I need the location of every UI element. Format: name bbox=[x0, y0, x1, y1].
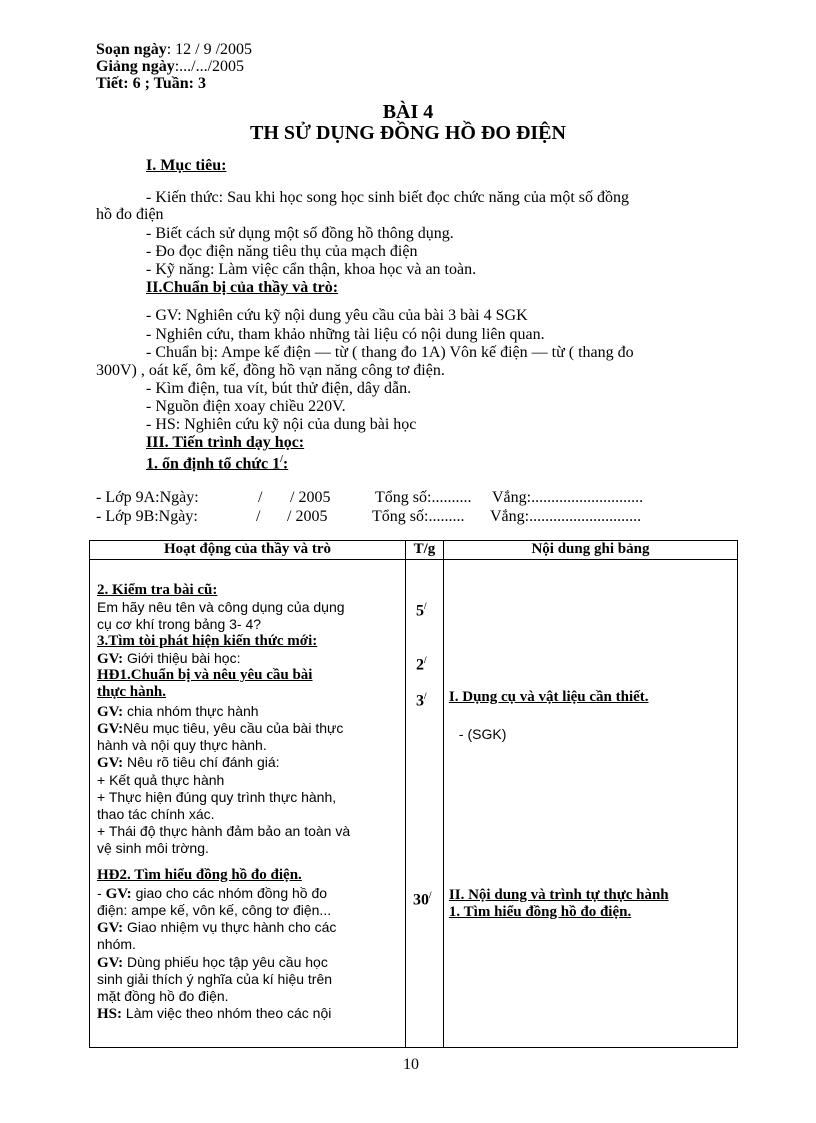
table-header-row bbox=[90, 541, 738, 560]
class-9a-slash: / bbox=[258, 489, 263, 506]
gv-noi-quy: hành và nội quy thực hành. bbox=[97, 737, 267, 753]
sec3-sub bbox=[146, 451, 288, 473]
class-9b-label: - Lớp 9B:Ngày: bbox=[96, 508, 198, 525]
lesson-title: TH SỬ DỤNG ĐỒNG HỒ ĐO ĐIỆN bbox=[250, 122, 566, 144]
giang-label: Giảng ngày bbox=[96, 58, 175, 75]
sec1-line2: - Biết cách sử dụng một số đồng hồ thông dụng. bbox=[146, 225, 454, 242]
class-9b-year: / 2005 bbox=[287, 508, 328, 525]
sec2-line5: - Nguồn điện xoay chiều 220V. bbox=[146, 398, 346, 415]
gv-tieu-chi-text: Nêu rõ tiêu chí đánh giá: bbox=[123, 754, 280, 770]
sec2-line4: - Kìm điện, tua vít, bút thử điện, dây dẫn. bbox=[146, 380, 412, 397]
sec1-heading: I. Mục tiêu: bbox=[146, 157, 227, 174]
time-3-value: 3 bbox=[415, 692, 424, 710]
hd2-line2-text: Giao nhiệm vụ thực hành cho các bbox=[123, 919, 337, 935]
sec1-line1: - Kiến thức: Sau khi học song học sinh biết đọc chức năng của một số đồng bbox=[146, 189, 630, 206]
time-cell bbox=[405, 560, 443, 1048]
content-cell bbox=[443, 560, 737, 1048]
criteria-3a: + Thái độ thực hành đảm bảo an toàn và bbox=[97, 823, 351, 839]
time-3 bbox=[416, 688, 427, 709]
table-body-row bbox=[90, 560, 738, 1048]
time-3-unit: / bbox=[423, 691, 427, 701]
class-9a-vang: Vắng:............................ bbox=[492, 489, 644, 506]
hd2-line1 bbox=[97, 885, 327, 903]
time-2 bbox=[416, 652, 427, 673]
tiet-tuan: Tiết: 6 ; Tuần: 3 bbox=[96, 75, 206, 92]
class-9b-tong: Tổng số:......... bbox=[372, 508, 465, 525]
hd2-line2 bbox=[97, 919, 336, 937]
class-9b-vang: Vắng:............................ bbox=[490, 508, 642, 525]
sec2-line1: - GV: Nghiên cứu kỹ nội dung yêu cầu của bài 3 bài 4 SGK bbox=[146, 307, 528, 324]
gv-chia-text: chia nhóm thực hành bbox=[123, 703, 259, 719]
content-heading-1: I. Dụng cụ và vật liệu cần thiết. bbox=[448, 689, 649, 705]
time-1 bbox=[416, 598, 427, 619]
sec1-line4: - Kỹ năng: Làm việc cẩn thận, khoa học và an toàn. bbox=[146, 261, 477, 278]
time-2-value: 2 bbox=[415, 656, 424, 674]
giang-ngay bbox=[96, 59, 244, 74]
sec3-sub-sup: / bbox=[280, 454, 283, 465]
gv-intro bbox=[97, 650, 240, 668]
gv-muc-tieu bbox=[97, 720, 343, 738]
hs-line-text: Làm việc theo nhóm theo các nội bbox=[122, 1005, 332, 1021]
content-heading-2: II. Nội dung và trình tự thực hành bbox=[448, 887, 669, 903]
hs-line bbox=[97, 1005, 331, 1023]
gv-label-4: GV: bbox=[97, 755, 124, 771]
hd1-heading-b: thực hành. bbox=[97, 684, 167, 700]
sec2-line6: - HS: Nghiên cứu kỹ nội của dung bài học bbox=[146, 416, 417, 433]
class-9a-label: - Lớp 9A:Ngày: bbox=[96, 489, 199, 506]
activity-cell bbox=[90, 560, 406, 1048]
time-4-unit: / bbox=[428, 890, 432, 900]
hd2-line1-text: giao cho các nhóm đồng hồ đo bbox=[131, 885, 328, 901]
criteria-2a: + Thực hiện đúng quy trình thực hành, bbox=[97, 789, 337, 805]
lesson-number: BÀI 4 bbox=[382, 101, 434, 123]
time-1-unit: / bbox=[423, 601, 427, 611]
lesson-table bbox=[89, 540, 738, 1048]
soan-ngay bbox=[96, 42, 252, 57]
hd1-heading-a: HĐ1.Chuẩn bị và nêu yêu cầu bài bbox=[97, 667, 313, 683]
gv-muc-tieu-text: Nêu mục tiêu, yêu cầu của bài thực bbox=[123, 720, 344, 736]
content-sgk: - (SGK) bbox=[458, 726, 507, 742]
sec2-line2: - Nghiên cứu, tham khảo những tài liệu có nội dung liên quan. bbox=[146, 326, 545, 343]
hd2-line3 bbox=[97, 954, 328, 972]
sec3-sub-text: 1. ổn định tổ chức 1 bbox=[146, 455, 281, 473]
sec1-line3: - Đo đọc điện năng tiêu thụ của mạch điện bbox=[146, 243, 418, 260]
class-9a-year: / 2005 bbox=[290, 489, 331, 506]
class-9a-tong: Tổng số:.......... bbox=[375, 489, 472, 506]
hd2-dash: - bbox=[97, 885, 106, 901]
gv-label-1: GV: bbox=[97, 651, 124, 667]
criteria-3b: vệ sinh môi trờng. bbox=[97, 840, 209, 856]
col-activity-header: Hoạt động của thầy và trò bbox=[90, 541, 406, 560]
gv-label-7: GV: bbox=[97, 955, 124, 971]
hd2-line3b: sinh giải thích ý nghĩa của kí hiệu trên bbox=[97, 971, 333, 987]
col-content-header: Nội dung ghi bảng bbox=[443, 541, 737, 560]
time-1-value: 5 bbox=[415, 602, 424, 620]
criteria-1: + Kết quả thực hành bbox=[97, 772, 225, 788]
gv-label-5: GV: bbox=[105, 886, 132, 902]
giang-value: :.../.../2005 bbox=[174, 58, 245, 75]
sec3-heading: III. Tiến trình dạy học: bbox=[146, 434, 305, 451]
content-heading-3: 1. Tìm hiểu đồng hồ đo điện. bbox=[448, 904, 632, 920]
class-9b-slash: / bbox=[256, 508, 261, 525]
hd2-line1b: điện: ampe kế, vôn kế, công tơ điện... bbox=[97, 902, 332, 918]
kt-line2: cụ cơ khí trong bảng 3- 4? bbox=[97, 616, 262, 632]
hd2-heading: HĐ2. Tìm hiểu đồng hồ đo điện. bbox=[97, 867, 302, 883]
time-2-unit: / bbox=[423, 655, 427, 665]
hd2-line2b: nhóm. bbox=[97, 936, 136, 952]
hd2-line3-text: Dùng phiếu học tập yêu cầu học bbox=[123, 954, 328, 970]
hd2-line3c: mặt đồng hồ đo điện. bbox=[97, 988, 229, 1004]
gv-label-6: GV: bbox=[97, 920, 124, 936]
kt-heading: 2. Kiểm tra bài cũ: bbox=[97, 582, 218, 598]
gv-intro-text: Giới thiệu bài học: bbox=[123, 650, 241, 666]
sec2-line3b: 300V) , oát kế, ôm kế, đồng hồ vạn năng công tơ điện. bbox=[96, 362, 445, 379]
gv-tieu-chi bbox=[97, 754, 280, 772]
hs-label: HS: bbox=[97, 1006, 123, 1022]
sec1-line1b: hồ đo điện bbox=[96, 206, 164, 223]
gv-chia-nhom bbox=[97, 703, 259, 721]
soan-value: : 12 / 9 /2005 bbox=[166, 41, 253, 58]
page-number: 10 bbox=[403, 1056, 419, 1073]
sec2-heading: II.Chuẩn bị của thầy và trò: bbox=[146, 279, 339, 296]
col-time-header: T/g bbox=[405, 541, 443, 560]
gv-label-3: GV: bbox=[97, 721, 124, 737]
criteria-2b: thao tác chính xác. bbox=[97, 806, 215, 822]
sec2-line3: - Chuẩn bị: Ampe kế điện — từ ( thang đo 1A) Vôn kế điện — từ ( thang đo bbox=[146, 344, 634, 361]
soan-label: Soạn ngày bbox=[96, 41, 167, 58]
tt-heading: 3.Tìm tòi phát hiện kiến thức mới: bbox=[97, 633, 318, 649]
time-4-value: 30 bbox=[412, 891, 429, 909]
kt-line1: Em hãy nêu tên và công dụng của dụng bbox=[97, 599, 345, 615]
sec3-sub-end: : bbox=[282, 455, 289, 473]
time-4 bbox=[413, 887, 432, 908]
gv-label-2: GV: bbox=[97, 704, 124, 720]
